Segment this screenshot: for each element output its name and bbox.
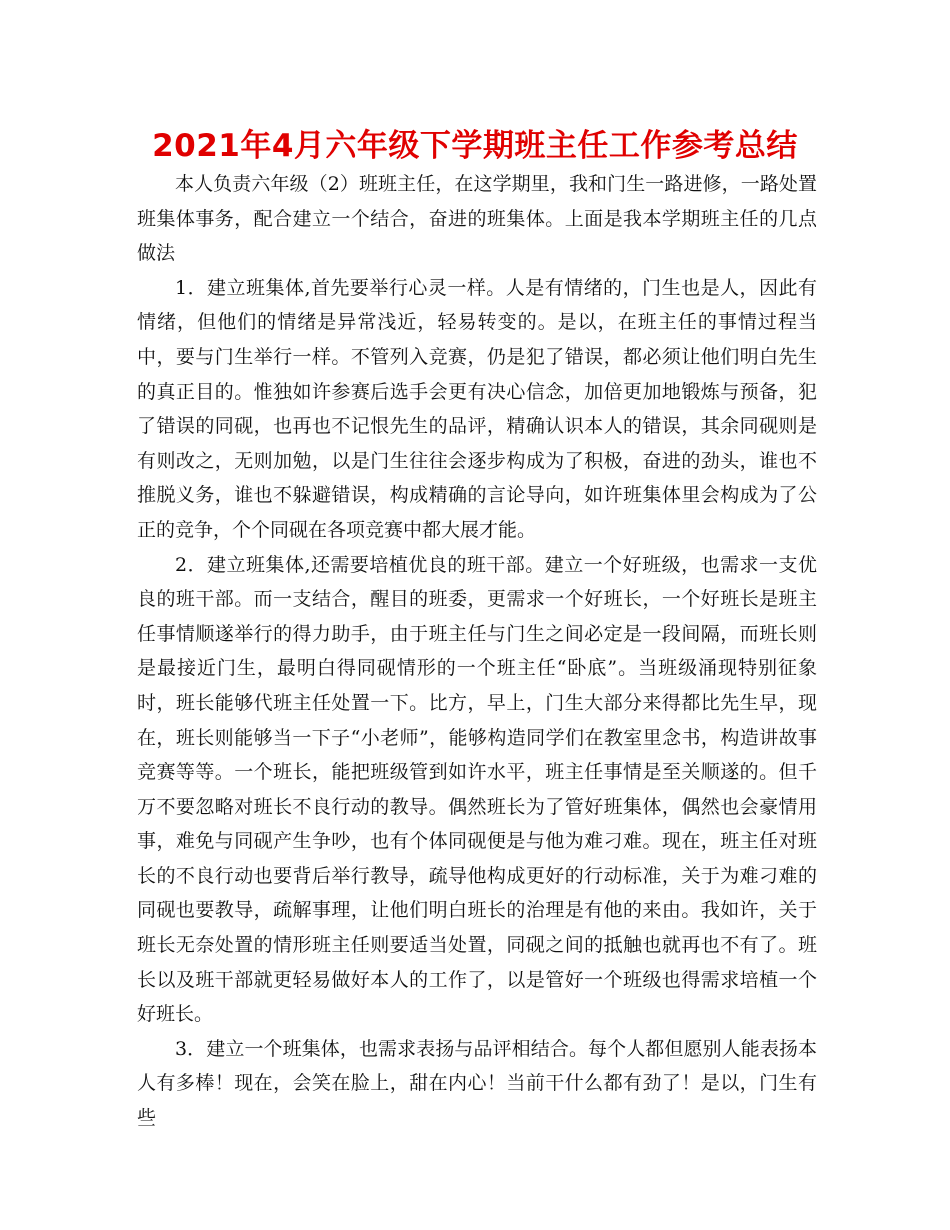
document-title: 2021年4月六年级下学期班主任工作参考总结 — [152, 128, 798, 164]
paragraph-point-1: 1．建立班集体,首先要举行心灵一样。人是有情绪的，门生也是人，因此有情绪，但他们的情绪是异常浅近，轻易转变的。是以，在班主任的事情过程当中，要与门生举行一样。不管列入竞赛，仍是犯了错误，都必须让他们明白先生的真正目的。惟独如许参赛后选手会更有决心信念，加倍更加地锻炼与预备，犯了错误的同砚，也再也不记恨先生的品评，精确认识本人的错误，其余同砚则是有则改之，无则加勉，以是门生往往会逐步构成为了积极，奋进的劲头，谁也不推脱义务，谁也不躲避错误，构成精确的言论导向，如许班集体里会构成为了公正的竞争，个个同砚在各项竞赛中都大展才能。 — [137, 276, 817, 541]
paragraph-point-2: 2．建立班集体,还需要培植优良的班干部。建立一个好班级，也需求一支优良的班干部。而一支结合，醒目的班委，更需求一个好班长，一个好班长是班主任事情顺遂举行的得力助手，由于班主任与门生之间必定是一段间隔，而班长则是最接近门生，最明白得同砚情形的一个班主任“卧底”。当班级涌现特别征象时，班长能够代班主任处置一下。比方，早上，门生大部分来得都比先生早，现在，班长则能够当一下子“小老师”，能够构造同学们在教室里念书，构造讲故事竞赛等等。一个班长，能把班级管到如许水平，班主任事情是至关顺遂的。但千万不要忽略对班长不良行动的教导。偶然班长为了管好班集体，偶然也会豪情用事，难免与同砚产生争吵，也有个体同砚便是与他为难刁难。现在，班主任对班长的不良行动也要背后举行教导，疏导他构成更好的行动标准，关于为难刁难的同砚也要教导，疏解事理，让他们明白班长的治理是有他的来由。我如许，关于班长无奈处置的情形班主任则要适当处置，同砚之间的抵触也就再也不有了。班长以及班干部就更轻易做好本人的工作了，以是管好一个班级也得需求培植一个好班长。 — [137, 553, 817, 1026]
paragraph-intro: 本人负责六年级（2）班班主任，在这学期里，我和门生一路进修，一路处置班集体事务，配合建立一个结合，奋进的班集体。上面是我本学期班主任的几点做法 — [137, 173, 817, 265]
paragraph-point-3: 3．建立一个班集体，也需求表扬与品评相结合。每个人都但愿别人能表扬本人有多棒！现在，会笑在脸上，甜在内心！当前干什么都有劲了！是以，门生有些 — [137, 1037, 817, 1130]
document-body — [137, 167, 817, 1136]
